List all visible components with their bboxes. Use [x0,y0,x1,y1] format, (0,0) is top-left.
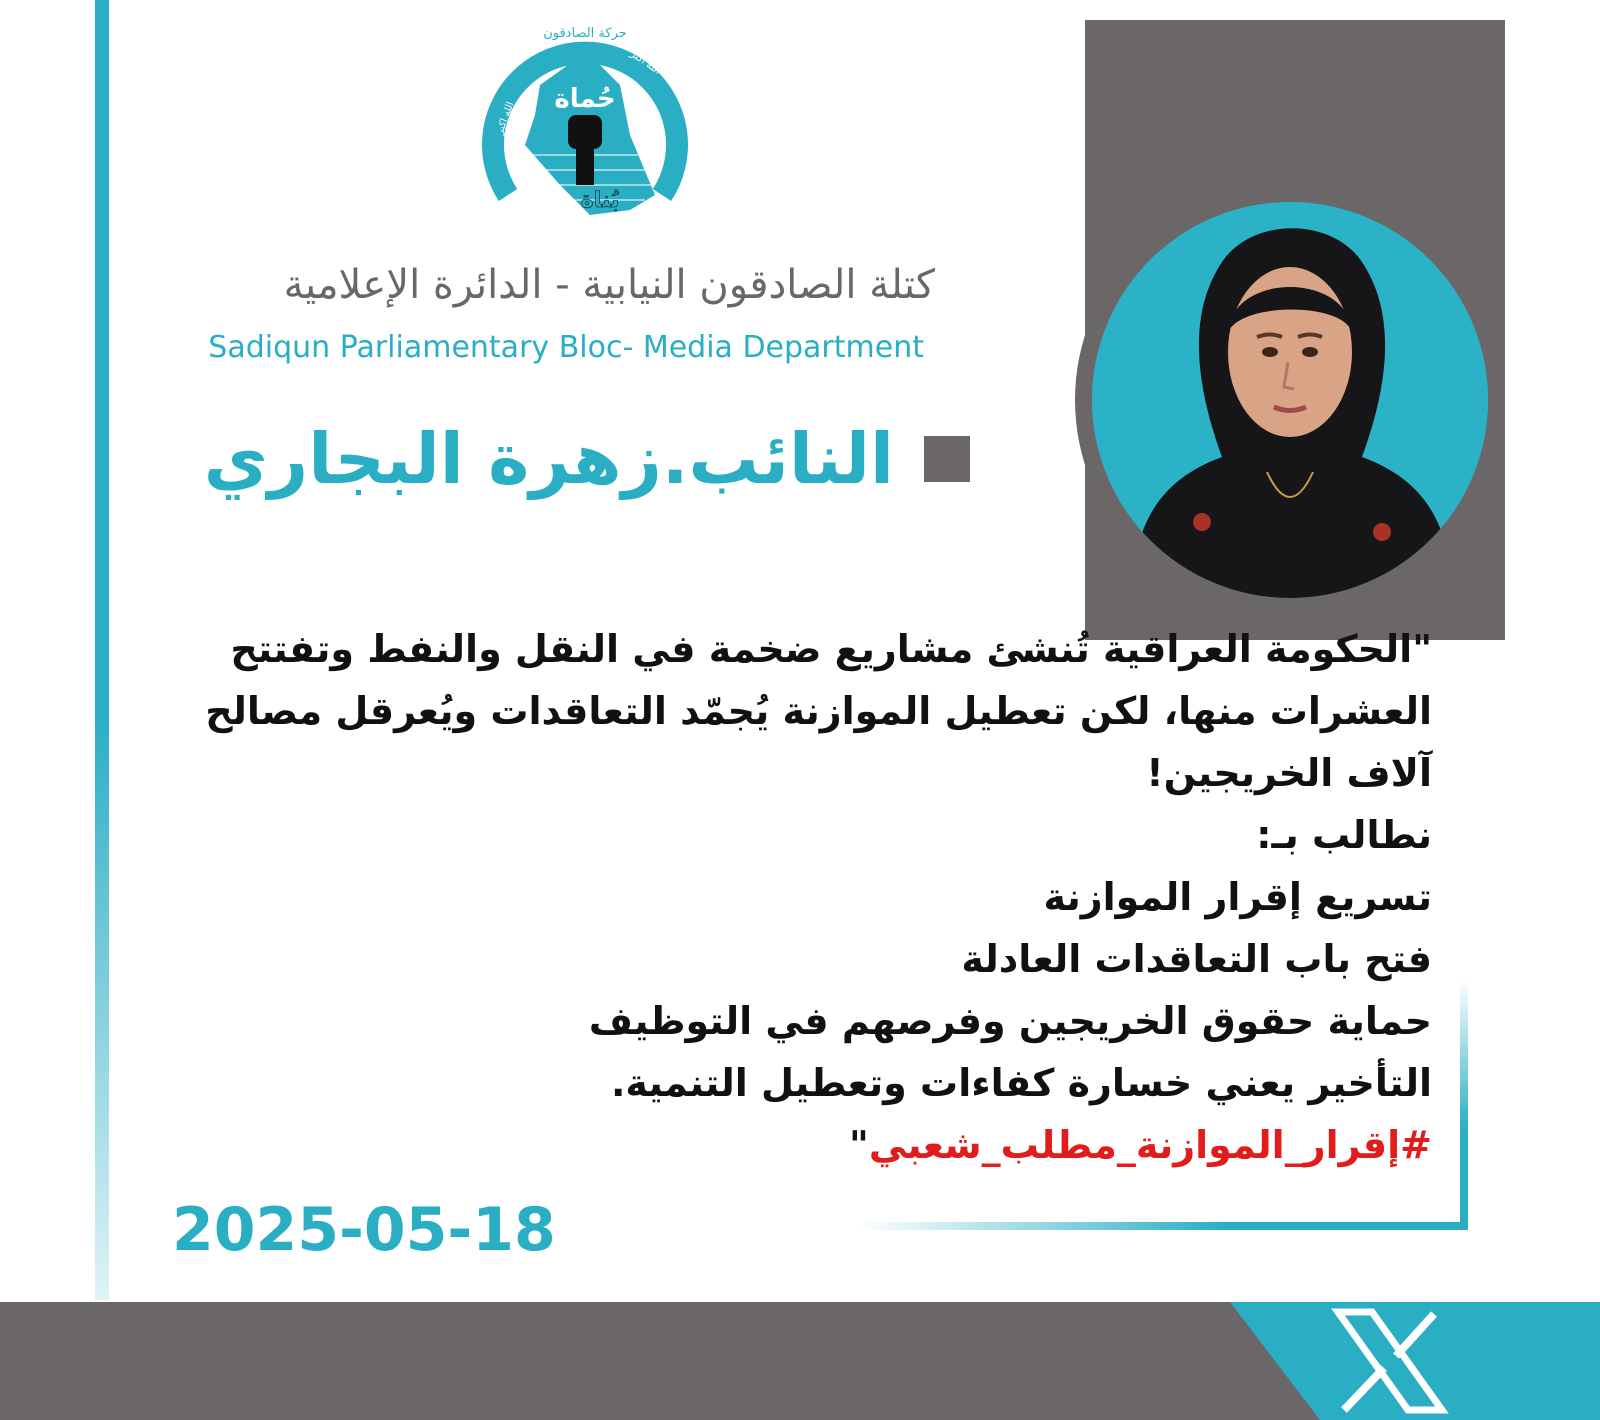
sadiqun-logo [480,15,690,235]
fist-icon [568,115,602,149]
portrait-illustration [1092,202,1488,598]
quote-frame-bottom [860,1222,1468,1230]
panel-edge [1055,0,1085,640]
logo-word-bottom: بُناة [580,188,620,213]
panel-top-edge [1085,0,1505,20]
square-bullet-icon [924,436,970,482]
quote-frame-right [1460,980,1468,1230]
quote-line: "الحكومة العراقية تُنشئ مشاريع ضخمة في النقل والنفط وتفتتح [230,627,1432,671]
hashtag[interactable]: #إقرار_الموازنة_مطلب_شعبي [868,1123,1432,1167]
quote-line: فتح باب التعاقدات العادلة [961,937,1432,981]
mp-name: النائب.زهرة البجاري [203,418,894,500]
post-date: 2025-05-18 [172,1195,556,1265]
quote-line: العشرات منها، لكن تعطيل الموازنة يُجمّد التعاقدات ويُعرقل مصالح [205,689,1432,733]
statement-quote [142,618,1432,1176]
logo-word-top: حُماة [554,84,616,114]
x-logo-icon[interactable] [1330,1308,1450,1414]
logo-takbir-left: الله اكبر [494,100,517,137]
logo-takbir-right: الله اكبر [628,48,663,77]
bloc-name-english: Sadiqun Parliamentary Bloc- Media Department [208,330,924,365]
mp-title-row [204,418,970,500]
quote-line: التأخير يعني خسارة كفاءات وتعطيل التنمية. [611,1061,1432,1105]
quote-line: حماية حقوق الخريجين وفرصهم في التوظيف [588,999,1432,1043]
quote-line: تسريع إقرار الموازنة [1043,875,1432,919]
mp-portrait [1092,202,1488,598]
logo-ring-text: حركة الصادقون [543,26,627,41]
closing-quote-mark: " [849,1123,869,1167]
bloc-name-arabic: كتلة الصادقون النيابية - الدائرة الإعلامية [283,262,935,308]
left-accent-bar [95,0,109,1300]
hashtag-line [142,1114,1432,1176]
quote-line: آلاف الخريجين! [1146,751,1432,795]
quote-line: نطالب بـ: [1256,813,1432,857]
